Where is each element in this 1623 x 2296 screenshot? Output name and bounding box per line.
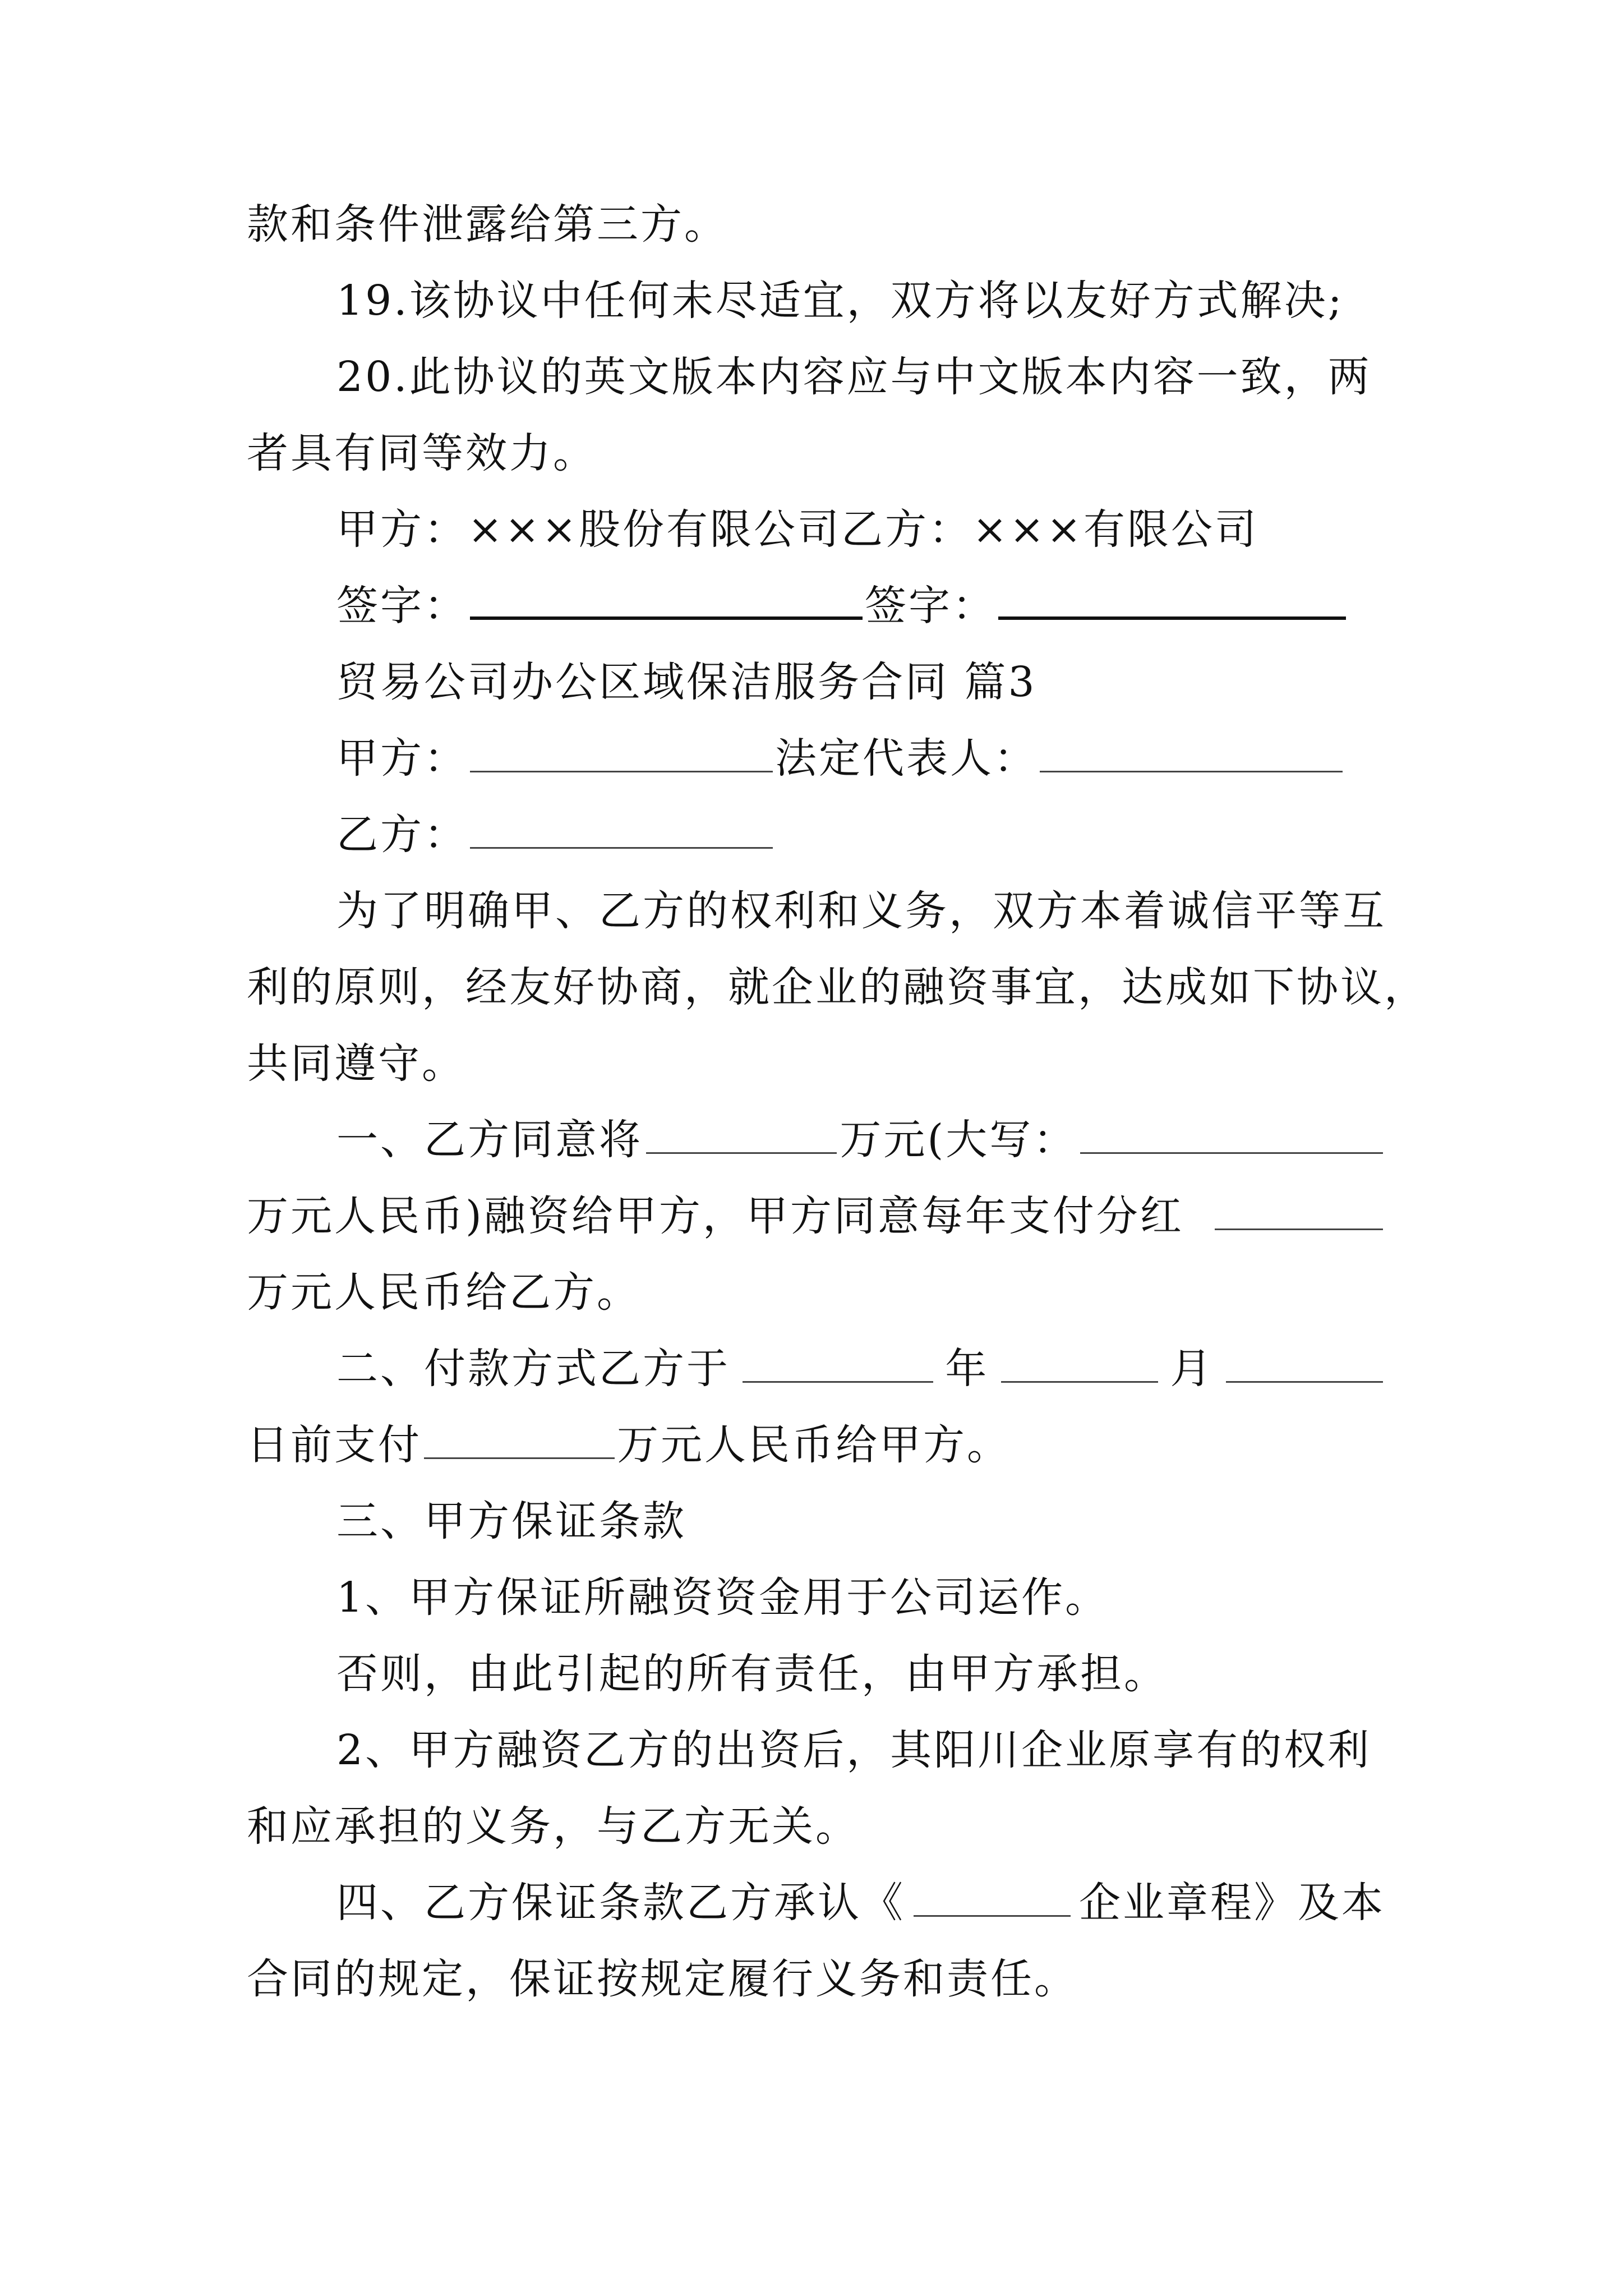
article-1-text-c: 万元人民币)融资给甲方，甲方同意每年支付分红 [247,1192,1184,1240]
paragraph-line: 者具有同等效力。 [247,429,597,477]
article-1-text-a: 一、乙方同意将 [336,1116,643,1164]
party-a-line [336,719,1385,798]
month-label: 月 [1170,1345,1214,1393]
clause-19: 19.该协议中任何未尽适宜，双方将以友好方式解决; [336,277,1344,325]
party-b-label: 乙方： [336,811,468,859]
legal-rep-blank [1040,731,1343,772]
paragraph-line: 款和条件泄露给第三方。 [247,200,728,249]
amount-uppercase-blank [1080,1113,1383,1154]
article-1-line [336,1101,1385,1179]
clause-20: 20.此协议的英文版本内容应与中文版本内容一致，两 [336,353,1372,401]
amount-blank [646,1113,837,1154]
month-blank [1001,1342,1158,1383]
signature-label-b: 签字： [865,582,996,630]
legal-rep-label: 法定代表人： [775,734,1038,783]
paragraph-line: 共同遵守。 [247,1039,465,1088]
article-3-heading: 三、甲方保证条款 [336,1497,686,1545]
signature-field-b [998,593,1346,620]
signature-label-a: 签字： [336,582,468,630]
article-2-text-c: 万元人民币给甲方。 [617,1421,1011,1469]
paragraph-line [247,1177,1385,1255]
year-label: 年 [945,1345,989,1393]
day-blank [1226,1342,1383,1383]
article-4-line [336,1864,1385,1942]
section-heading: 贸易公司办公区域保洁服务合同 篇3 [336,658,1037,706]
article-2-line [336,1329,1385,1408]
year-blank [743,1342,933,1383]
article-1-text-b: 万元(大写： [840,1116,1077,1164]
paragraph-line: 合同的规定，保证按规定履行义务和责任。 [247,1955,1078,2003]
article-2-text-a: 二、付款方式乙方于 [336,1345,730,1393]
article-4-text-b: 企业章程》及本 [1079,1879,1385,1927]
paragraph-line: 利的原则，经友好协商，就企业的融资事宜，达成如下协议， [247,963,1428,1011]
party-b-line [336,795,1385,874]
paragraph-line: 和应承担的义务，与乙方无关。 [247,1802,859,1851]
party-b-blank [470,808,773,849]
paragraph-line: 2、甲方融资乙方的出资后，其阳川企业原享有的权利 [336,1726,1372,1774]
paragraph-line: 否则，由此引起的所有责任，由甲方承担。 [336,1650,1168,1698]
payment-blank [424,1418,615,1459]
paragraph-line: 万元人民币给乙方。 [247,1268,640,1317]
signature-field-a [470,593,863,620]
signature-line [336,567,1385,645]
article-2-text-b: 日前支付 [247,1421,422,1469]
dividend-blank [1215,1189,1383,1230]
paragraph-line: 为了明确甲、乙方的权利和义务，双方本着诚信平等互 [336,887,1386,935]
paragraph-line: 1、甲方保证所融资资金用于公司运作。 [336,1573,1109,1622]
paragraph-line [247,1406,1385,1484]
article-4-text-a: 四、乙方保证条款乙方承认《 [336,1879,905,1927]
party-a-blank [470,731,773,772]
charter-blank [914,1876,1071,1917]
party-names-line: 甲方：×××股份有限公司乙方：×××有限公司 [336,505,1259,554]
party-a-label: 甲方： [336,734,468,783]
